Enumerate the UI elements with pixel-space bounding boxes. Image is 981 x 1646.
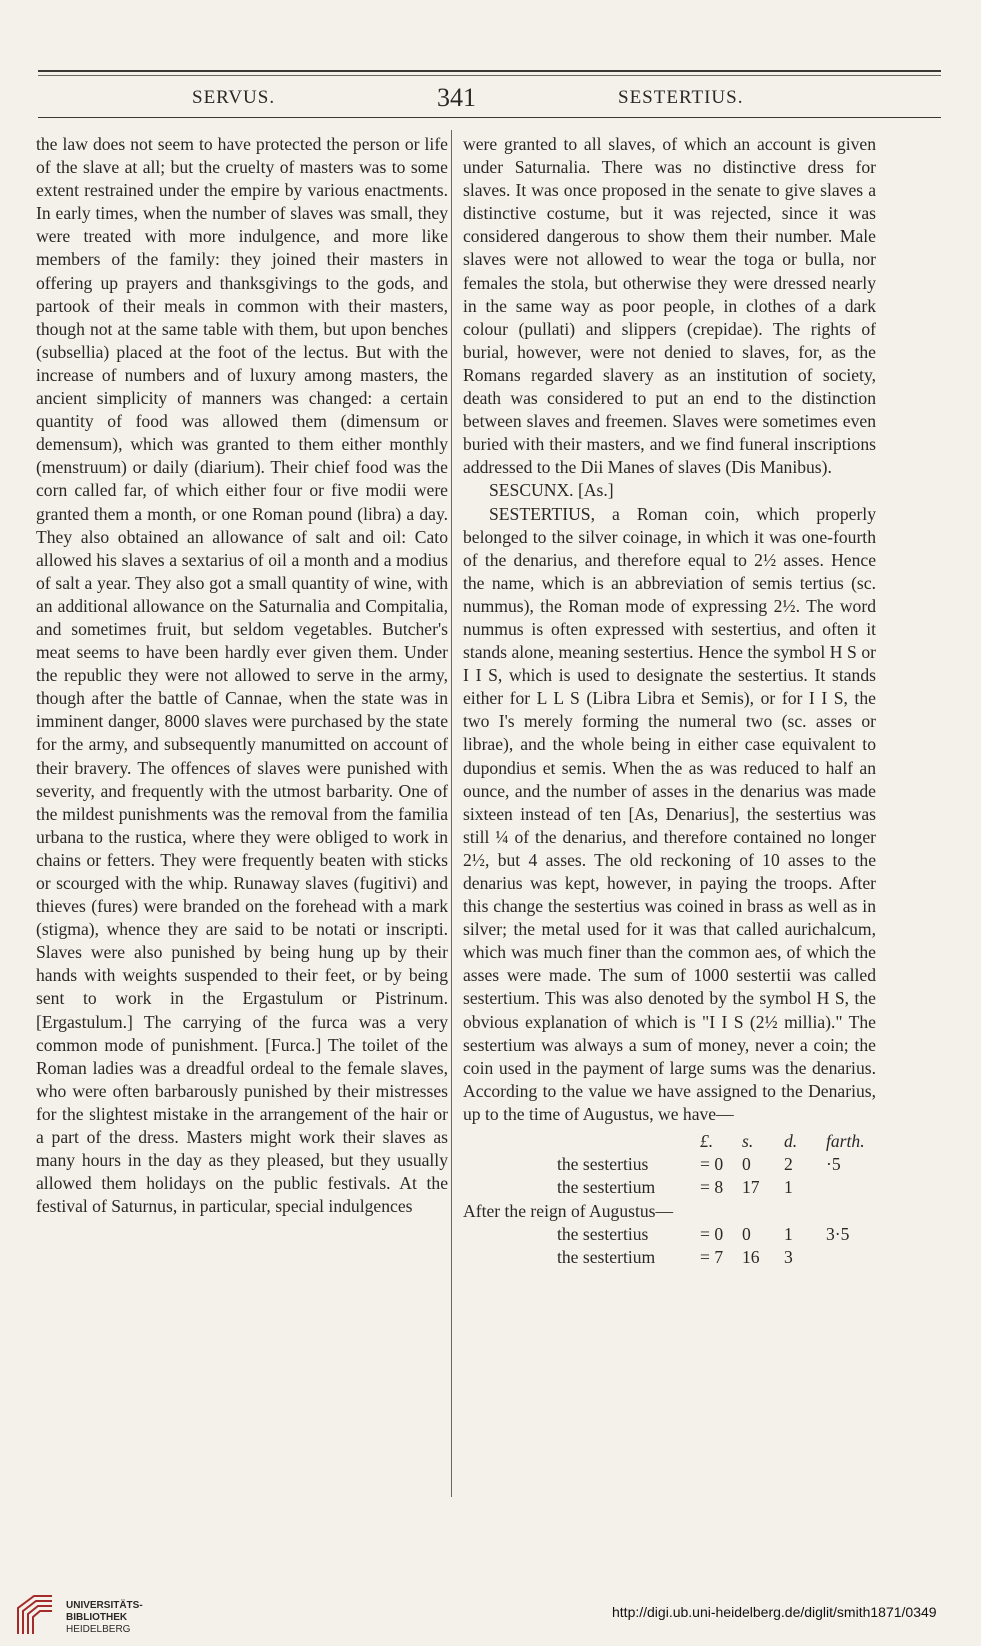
cell: 3·5 [826, 1223, 850, 1244]
header-rule-top-thin [38, 75, 941, 76]
column-divider [451, 130, 452, 1497]
table-row [463, 1176, 876, 1199]
library-line-3: HEIDELBERG [66, 1624, 131, 1635]
cell: ·5 [826, 1154, 841, 1175]
col-pence: d. [784, 1131, 798, 1152]
cell: 0 [742, 1154, 751, 1175]
cell: 3 [784, 1247, 793, 1268]
cell: 0 [742, 1223, 751, 1244]
library-name [66, 1600, 143, 1636]
header-rule-bottom [38, 117, 941, 118]
money-table-header [463, 1130, 876, 1153]
cell: = 0 [700, 1154, 724, 1175]
cell: 1 [784, 1177, 793, 1198]
col-pounds: £. [700, 1131, 714, 1152]
left-column [36, 133, 448, 1218]
cell: 17 [742, 1177, 760, 1198]
right-column [463, 133, 876, 1269]
library-logo-icon [12, 1590, 60, 1638]
entry-sestertius: SESTERTIUS, a Roman coin, which properly belonged to the silver coinage, in which it was one-fourth of the denarius, and therefore equal to 2½ asses. Hence the name, which is an abbreviation of semis tertius (sc. nummus), the Roman mode of expressing 2½. The word nummus is often expressed with sestertius, and often it stands alone, meaning sestertius. Hence the symbol H S or I I S, which is used to designate the sestertius. It stands either for L L S (Libra Libra et Semis), or for I I S, the two I's merely forming the numeral two (sc. asses or librae), and the whole being in either case equivalent to dupondius et semis. When the as was reduced to half an ounce, and the number of asses in the denarius was made sixteen instead of ten [As, Denarius], the sestertius was still ¼ of the denarius, and therefore contained no longer 2½, but 4 asses. The old reckoning of 10 asses to the denarius was kept, however, in paying the troops. After this change the sestertius was coined in brass as well as in silver; the metal used for it was that called aurichalcum, which was much finer than the common aes, of which the asses were made. The sum of 1000 sestertii was called sestertium. This was also denoted by the symbol H S, the obvious explanation of which is "I I S (2½ millia)." The sestertium was always a sum of money, never a coin; the coin used in the payment of large sums was the denarius. According to the value we have assigned to the Denarius, up to the time of Augustus, we have— [463, 503, 876, 1124]
cell: = 8 [700, 1177, 724, 1198]
source-url[interactable]: http://digi.ub.uni-heidelberg.de/diglit/smith1871/0349 [612, 1604, 937, 1620]
cell: = 0 [700, 1223, 724, 1244]
table-row [463, 1223, 876, 1246]
running-head-right: SESTERTIUS. [618, 87, 744, 108]
row-label: the sestertius [557, 1223, 649, 1244]
left-column-text: the law does not seem to have protected the person or life of the slave at all; but the cruelty of masters was to some extent restrained under the empire by various enactments. In early times, when the number of slaves was small, they were treated with more indulgence, and more like members of the family: they joined their masters in offering up prayers and thanksgivings to the gods, and partook of their meals in common with their masters, though not at the same table with them, but upon benches (subsellia) placed at the foot of the lectus. But with the increase of numbers and of luxury among masters, the ancient simplicity of manners was changed: a certain quantity of food was allowed them (dimensum or demensum), which was granted to them either monthly (menstruum) or daily (diarium). Their chief food was the corn called far, of which either four or five modii were granted them a month, or one Roman pound (libra) a day. They also obtained an allowance of salt and oil: Cato allowed his slaves a sextarius of oil a month and a modius of salt a year. They also got a small quantity of wine, with an additional allowance on the Saturnalia and Compitalia, and sometimes fruit, but seldom vegetables. Butcher's meat seems to have been hardly ever given them. Under the republic they were not allowed to serve in the army, though after the battle of Cannae, when the state was in imminent danger, 8000 slaves were purchased by the state for the army, and subsequently manumitted on account of their bravery. The offences of slaves were punished with severity, and frequently with the utmost barbarity. One of the mildest punishments was the removal from the familia urbana to the rustica, where they were obliged to work in chains or fetters. They were frequently beaten with sticks or scourged with the whip. Runaway slaves (fugitivi) and thieves (fures) were branded on the forehead with a mark (stigma), whence they are said to be notati or inscripti. Slaves were also punished by being hung up by their hands with weights suspended to their feet, or by being sent to work in the Ergastulum or Pistrinum. [Ergastulum.] The carrying of the furca was a very common mode of punishment. [Furca.] The toilet of the Roman ladies was a dreadful ordeal to the female slaves, who were often barbarously punished by their mistresses for the slightest mistake in the arrangement of the hair or a part of the dress. Masters might work their slaves as many hours in the day as they pleased, but they usually allowed them holidays on the public festivals. At the festival of Saturnus, in particular, special indulgences [36, 134, 448, 1217]
row-label: the sestertium [557, 1247, 656, 1268]
after-augustus-label: After the reign of Augustus— [463, 1200, 674, 1221]
table-row [463, 1153, 876, 1176]
cell: 1 [784, 1223, 793, 1244]
table-row [463, 1246, 876, 1269]
cell [826, 1176, 868, 1199]
col-shillings: s. [742, 1131, 754, 1152]
cell: 2 [784, 1154, 793, 1175]
paragraph-slaves-dress: were granted to all slaves, of which an account is given under Saturnalia. There was no distinctive dress for slaves. It was once proposed in the senate to give slaves a distinctive costume, but it was rejected, since it was considered dangerous to show them their number. Male slaves were not allowed to wear the toga or bulla, nor females the stola, but otherwise they were dressed nearly in the same way as poor people, in clothes of a dark colour (pullati) and slippers (crepidae). The rights of burial, however, were not denied to slaves, for, as the Romans regarded slavery as an institution of society, death was considered to put an end to the distinction between slaves and freemen. Slaves were sometimes even buried with their masters, and we find funeral inscriptions addressed to the Dii Manes of slaves (Dis Manibus). [463, 134, 876, 478]
row-label: the sestertius [557, 1154, 649, 1175]
page-number: 341 [437, 83, 476, 112]
library-line-1: UNIVERSITÄTS- [66, 1600, 143, 1611]
header-rule-top [38, 70, 941, 72]
cell: 16 [742, 1247, 760, 1268]
library-line-2: BIBLIOTHEK [66, 1612, 128, 1623]
running-head-left: SERVUS. [192, 87, 276, 108]
cell: = 7 [700, 1247, 724, 1268]
col-farthings: farth. [826, 1131, 865, 1152]
entry-sescunx: SESCUNX. [As.] [489, 480, 614, 501]
money-table [463, 1130, 876, 1269]
cell [826, 1246, 868, 1269]
row-label: the sestertium [557, 1177, 656, 1198]
